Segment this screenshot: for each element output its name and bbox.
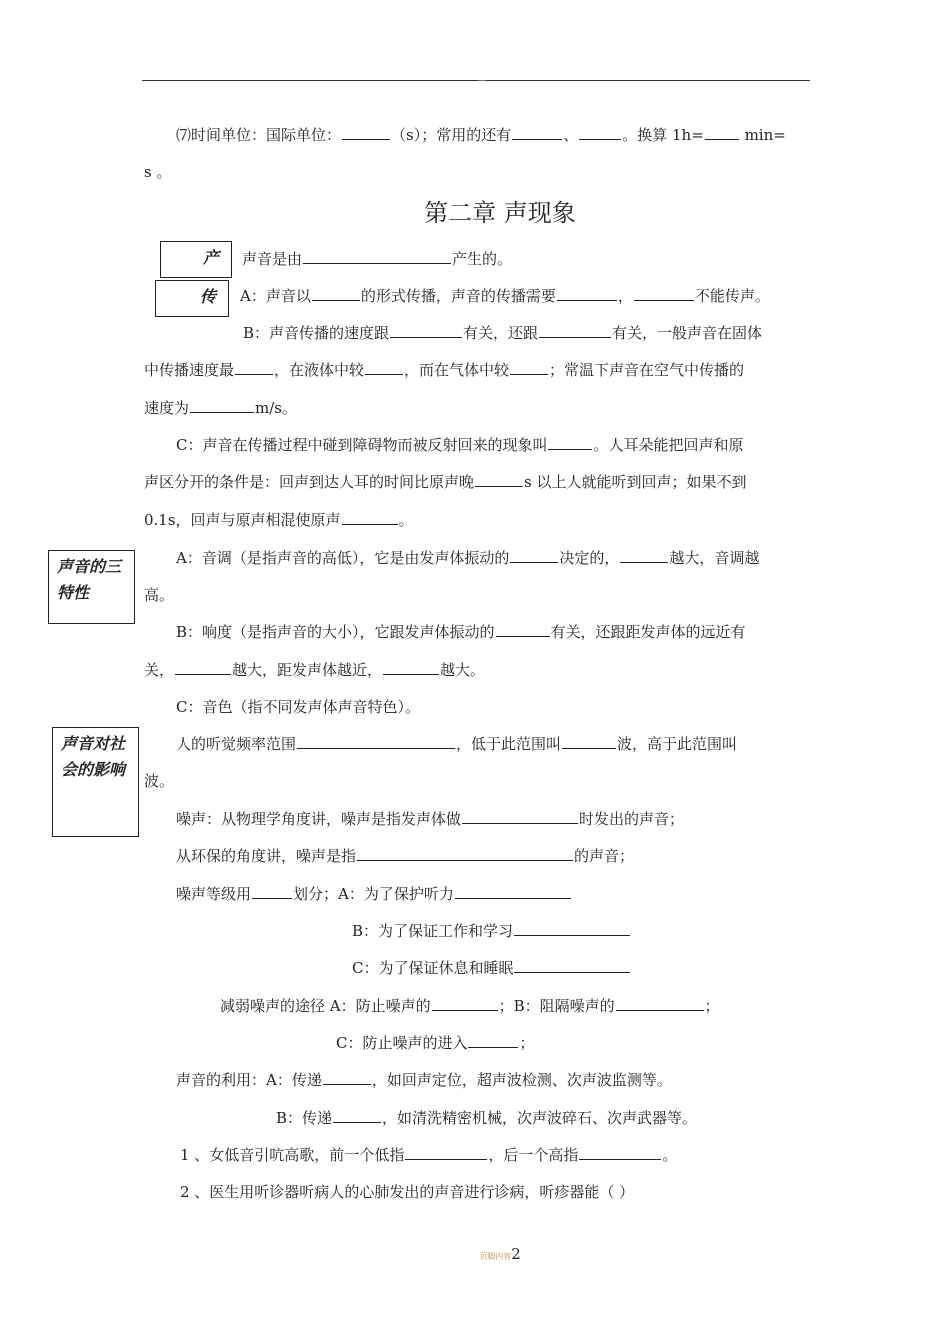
box-produce: 产 xyxy=(160,241,232,278)
blank xyxy=(342,510,398,525)
time-units-line-cont: s 。 xyxy=(144,163,172,181)
blank xyxy=(383,660,439,675)
blank xyxy=(510,548,558,563)
blank xyxy=(405,1145,487,1160)
blank xyxy=(579,1145,661,1160)
blank xyxy=(357,846,573,861)
line-loudness: B：响度（是指声音的大小），它跟发声体振动的 有关，还跟距发声体的远近有 xyxy=(176,623,746,641)
blank xyxy=(323,1070,371,1085)
line-speed: 中传播速度最 ，在液体中较 ，而在气体中较 ；常温下声音在空气中传播的 xyxy=(144,361,745,379)
blank xyxy=(548,435,592,450)
line-echo: C：声音在传播过程中碰到障碍物而被反射回来的现象叫 。人耳朵能把回声和原 xyxy=(176,436,744,454)
line-pitch-cont: 高。 xyxy=(144,586,175,604)
line-timbre: C：音色（指不同发声体声音特色）。 xyxy=(176,698,420,716)
line-noise-physics: 噪声：从物理学角度讲，噪声是指发声体做 时发出的声音； xyxy=(176,810,685,828)
blank xyxy=(190,398,254,413)
blank xyxy=(333,1108,381,1123)
blank xyxy=(620,548,668,563)
page-footer xyxy=(0,1244,950,1263)
line-noise-reduce-c: C：防止噪声的进入 ； xyxy=(336,1034,535,1052)
blank xyxy=(539,323,611,338)
line-noise-env: 从环保的角度讲，噪声是指 的声音； xyxy=(176,847,635,865)
blank xyxy=(462,809,578,824)
blank xyxy=(297,734,455,749)
line-noise-level: 噪声等级用 划分；A：为了保护听力 xyxy=(176,884,572,904)
line-echo-cond: 声区分开的条件是：回声到达人耳的时间比原声晚 s 以上人就能听到回声；如果不到 xyxy=(144,473,747,491)
blank xyxy=(514,958,630,973)
blank xyxy=(175,660,231,675)
blank xyxy=(579,125,621,140)
box-spread: 传 xyxy=(155,280,229,317)
blank xyxy=(365,360,403,375)
blank xyxy=(634,286,694,301)
line-echo-mix: 0.1s，回声与原声相混使原声 。 xyxy=(144,511,414,529)
line-loudness-cont: 关， 越大，距发声体越近， 越大。 xyxy=(144,661,486,679)
line-noise-reduce: 减弱噪声的途径 A：防止噪声的 ；B：阻隔噪声的 ； xyxy=(220,997,720,1015)
line-pitch: A：音调（是指声音的高低），它是由发声体振动的 决定的， 越大，音调越 xyxy=(176,549,760,567)
blank xyxy=(562,734,616,749)
blank xyxy=(303,249,451,264)
blank xyxy=(252,884,292,899)
box-three-features: 声音的三特性 xyxy=(48,550,135,624)
blank xyxy=(455,884,571,899)
blank xyxy=(390,323,462,338)
line-source: 声音是由 产生的。 xyxy=(242,250,513,268)
line-propagation-b: B：声音传播的速度跟 有关，还跟 有关，一般声音在固体 xyxy=(243,324,763,342)
blank xyxy=(475,472,523,487)
question-1: 1 、女低音引吭高歌，前一个低指 ，后一个高指 。 xyxy=(180,1146,678,1164)
blank xyxy=(616,996,704,1011)
page-number: 2 xyxy=(511,1245,521,1263)
blank xyxy=(705,125,739,140)
blank xyxy=(510,360,548,375)
blank xyxy=(342,125,390,140)
blank xyxy=(432,996,498,1011)
box-society-impact: 声音对社会的影响 xyxy=(52,727,139,837)
blank xyxy=(512,125,562,140)
line-propagation-a: A：声音以 的形式传播，声音的传播需要 ， 不能传声。 xyxy=(240,287,770,305)
line-sound-use-b: B：传递 ，如清洗精密机械，次声波碎石、次声武器等。 xyxy=(276,1109,698,1127)
line-speed-value: 速度为 m/s。 xyxy=(144,399,297,417)
blank xyxy=(557,286,617,301)
time-units-line: ⑺时间单位：国际单位： （s）；常用的还有 、 。换算 1h= min= xyxy=(176,126,786,144)
blank xyxy=(514,921,630,936)
line-noise-sleep: C：为了保证休息和睡眠 xyxy=(352,958,631,978)
question-2: 2 、医生用听诊器听病人的心肺发出的声音进行诊病，听疹器能（ ） xyxy=(180,1183,635,1201)
line-hearing-cont: 波。 xyxy=(144,772,175,790)
chapter-title: 第二章 声现象 xyxy=(424,199,576,227)
header-rule xyxy=(142,80,810,81)
blank xyxy=(496,622,550,637)
footer-label: 页脚内容 xyxy=(479,1252,512,1261)
blank xyxy=(235,360,273,375)
blank xyxy=(312,286,360,301)
line-hearing-range: 人的听觉频率范围 ，低于此范围叫 波，高于此范围叫 xyxy=(176,735,738,753)
blank xyxy=(468,1033,518,1048)
header-mark: ﹏ xyxy=(478,73,486,82)
line-sound-use-a: 声音的利用：A：传递 ，如回声定位，超声波检测、次声波监测等。 xyxy=(176,1071,672,1089)
line-noise-work: B：为了保证工作和学习 xyxy=(352,921,631,941)
